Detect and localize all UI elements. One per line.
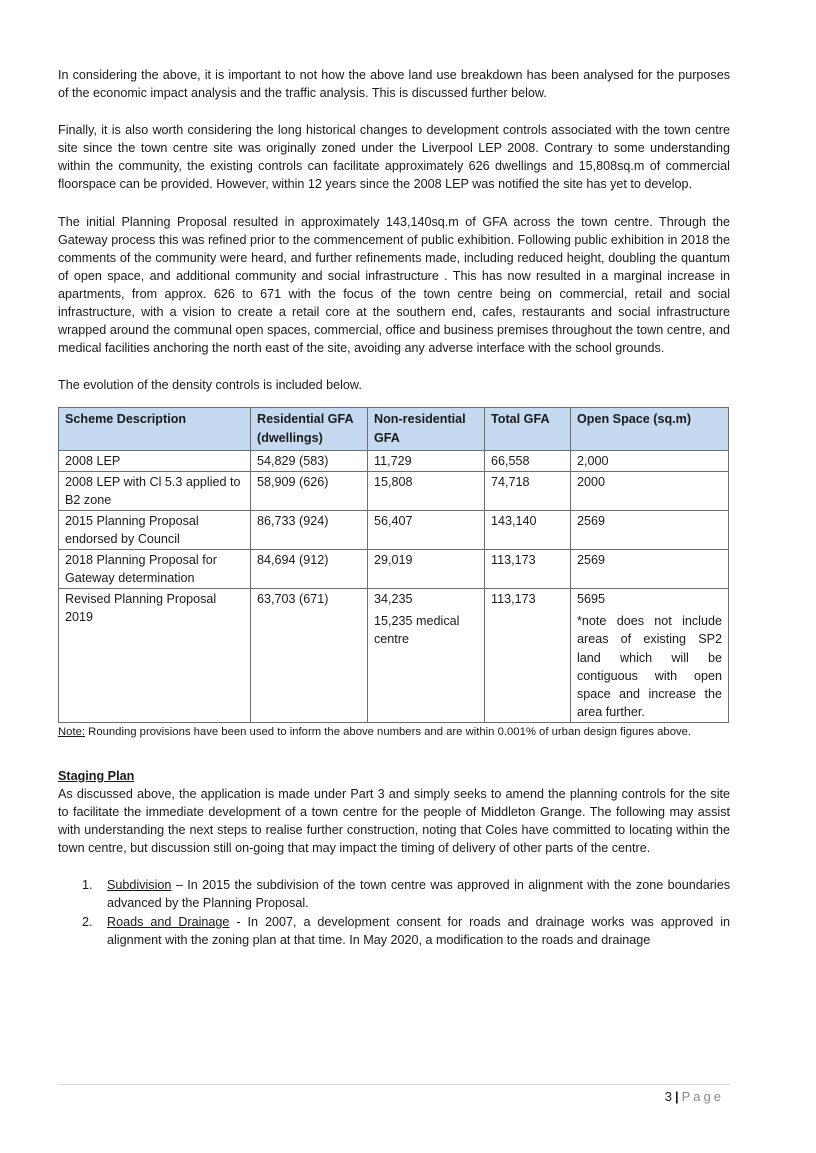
list-item — [58, 876, 730, 912]
cell-residential: 63,703 (671) — [251, 589, 368, 723]
cell-residential: 54,829 (583) — [251, 450, 368, 471]
cell-non-residential: 56,407 — [368, 510, 485, 549]
cell-total: 66,558 — [485, 450, 571, 471]
cell-scheme: 2008 LEP with Cl 5.3 applied to B2 zone — [59, 471, 251, 510]
open-space-note: *note does not include areas of existing SP2 land which will be contiguous with open space and increase the area further. — [577, 614, 722, 719]
table-note-text: Rounding provisions have been used to inform the above numbers and are within 0.001% of urban design figures above. — [85, 725, 692, 738]
open-space-value: 5695 — [577, 592, 606, 607]
medical-centre-value: 15,235 medical centre — [374, 614, 460, 647]
page-number: 3 — [664, 1089, 672, 1104]
cell-open-space: 2,000 — [571, 450, 729, 471]
cell-total: 74,718 — [485, 471, 571, 510]
table-note — [58, 724, 730, 740]
cell-non-residential — [368, 589, 485, 723]
document-page — [58, 66, 730, 949]
list-item-label: Subdivision — [107, 878, 172, 893]
cell-non-residential: 11,729 — [368, 450, 485, 471]
staging-plan-heading: Staging Plan — [58, 768, 135, 783]
cell-scheme: 2008 LEP — [59, 450, 251, 471]
cell-open-space: 2000 — [571, 471, 729, 510]
cell-residential: 58,909 (626) — [251, 471, 368, 510]
list-item — [58, 913, 730, 949]
header-open-space: Open Space (sq.m) — [571, 408, 729, 450]
list-item-number: 1. — [82, 878, 93, 893]
cell-open-space: 2569 — [571, 550, 729, 589]
cell-total: 113,173 — [485, 550, 571, 589]
paragraph-historical-controls: Finally, it is also worth considering the long historical changes to development controls associated with the town centre site since the town centre site was originally zoned under the Liverpool LEP 2008. Contrary to some understanding within the community, the existing controls can facilitate approximately 626 dwellings and 15,808sq.m of commercial floorspace can be provided. However, within 12 years since the 2008 LEP was notified the site has yet to develop. — [58, 123, 730, 192]
list-item-number: 2. — [82, 914, 93, 929]
cell-non-residential: 29,019 — [368, 550, 485, 589]
list-item-text — [107, 913, 730, 949]
table-row — [59, 450, 729, 471]
cell-residential: 84,694 (912) — [251, 550, 368, 589]
table-row — [59, 550, 729, 589]
header-non-residential-gfa: Non-residential GFA — [368, 408, 485, 450]
cell-non-residential: 15,808 — [368, 471, 485, 510]
staging-plan-intro: As discussed above, the application is made under Part 3 and simply seeks to amend the planning controls for the site to facilitate the immediate development of a town centre for the people of Middleton Grange. The following may assist with understanding the next steps to realise further construction, noting that Coles have committed to locating within the town centre, but discussion still on-going that may impact the timing of delivery of other parts of the centre. — [58, 787, 730, 856]
non-residential-value: 34,235 — [374, 592, 413, 607]
header-total-gfa: Total GFA — [485, 408, 571, 450]
density-controls-table — [58, 407, 729, 723]
table-row — [59, 510, 729, 549]
footer-divider — [58, 1084, 730, 1085]
paragraph-planning-proposal: The initial Planning Proposal resulted in approximately 143,140sq.m of GFA across the town centre. Through the Gateway process this was refined prior to the commencement of public exhibition. Following public exhibition in 2018 the comments of the community were heard, and further refinements made, including reduced height, doubling the quantum of open space, and additional community and social infrastructure . This has now resulted in a marginal increase in apartments, from approx. 626 to 671 with the focus of the town centre being on commercial, retail and social infrastructure, with a vision to create a retail core at the southern end, cafes, restaurants and social infrastructure wrapped around the communal open spaces, commercial, office and business premises throughout the town centre, and medical facilities anchoring the north east of the site, avoiding any adverse interface with the school grounds. — [58, 214, 730, 356]
list-item-label: Roads and Drainage — [107, 914, 230, 929]
cell-total: 143,140 — [485, 510, 571, 549]
list-item-text — [107, 876, 730, 912]
cell-open-space — [571, 589, 729, 723]
header-residential-gfa: Residential GFA (dwellings) — [251, 408, 368, 450]
cell-scheme: 2015 Planning Proposal endorsed by Council — [59, 510, 251, 549]
cell-total: 113,173 — [485, 589, 571, 723]
page-label: Page — [681, 1089, 724, 1104]
paragraph-analysis: In considering the above, it is important to not how the above land use breakdown has been analysed for the purposes of the economic impact analysis and the traffic analysis. This is discussed further below. — [58, 68, 730, 101]
paragraph-density-intro: The evolution of the density controls is included below. — [58, 378, 362, 393]
cell-scheme: 2018 Planning Proposal for Gateway determination — [59, 550, 251, 589]
footer-separator: | — [674, 1089, 679, 1104]
staging-list — [58, 876, 730, 948]
cell-scheme: Revised Planning Proposal 2019 — [59, 589, 251, 723]
cell-residential: 86,733 (924) — [251, 510, 368, 549]
table-header-row — [59, 408, 729, 450]
table-row — [59, 471, 729, 510]
header-scheme-description: Scheme Description — [59, 408, 251, 450]
table-row — [59, 589, 729, 723]
page-footer — [665, 1088, 724, 1106]
list-item-body: - In 2007, a development consent for roads and drainage works was approved in alignment with the zoning plan at that time. In May 2020, a modification to the roads and drainage — [107, 914, 731, 947]
table-note-label: Note: — [58, 725, 86, 738]
cell-open-space: 2569 — [571, 510, 729, 549]
list-item-body: – In 2015 the subdivision of the town centre was approved in alignment with the zone boundaries advanced by the Planning Proposal. — [107, 878, 730, 911]
